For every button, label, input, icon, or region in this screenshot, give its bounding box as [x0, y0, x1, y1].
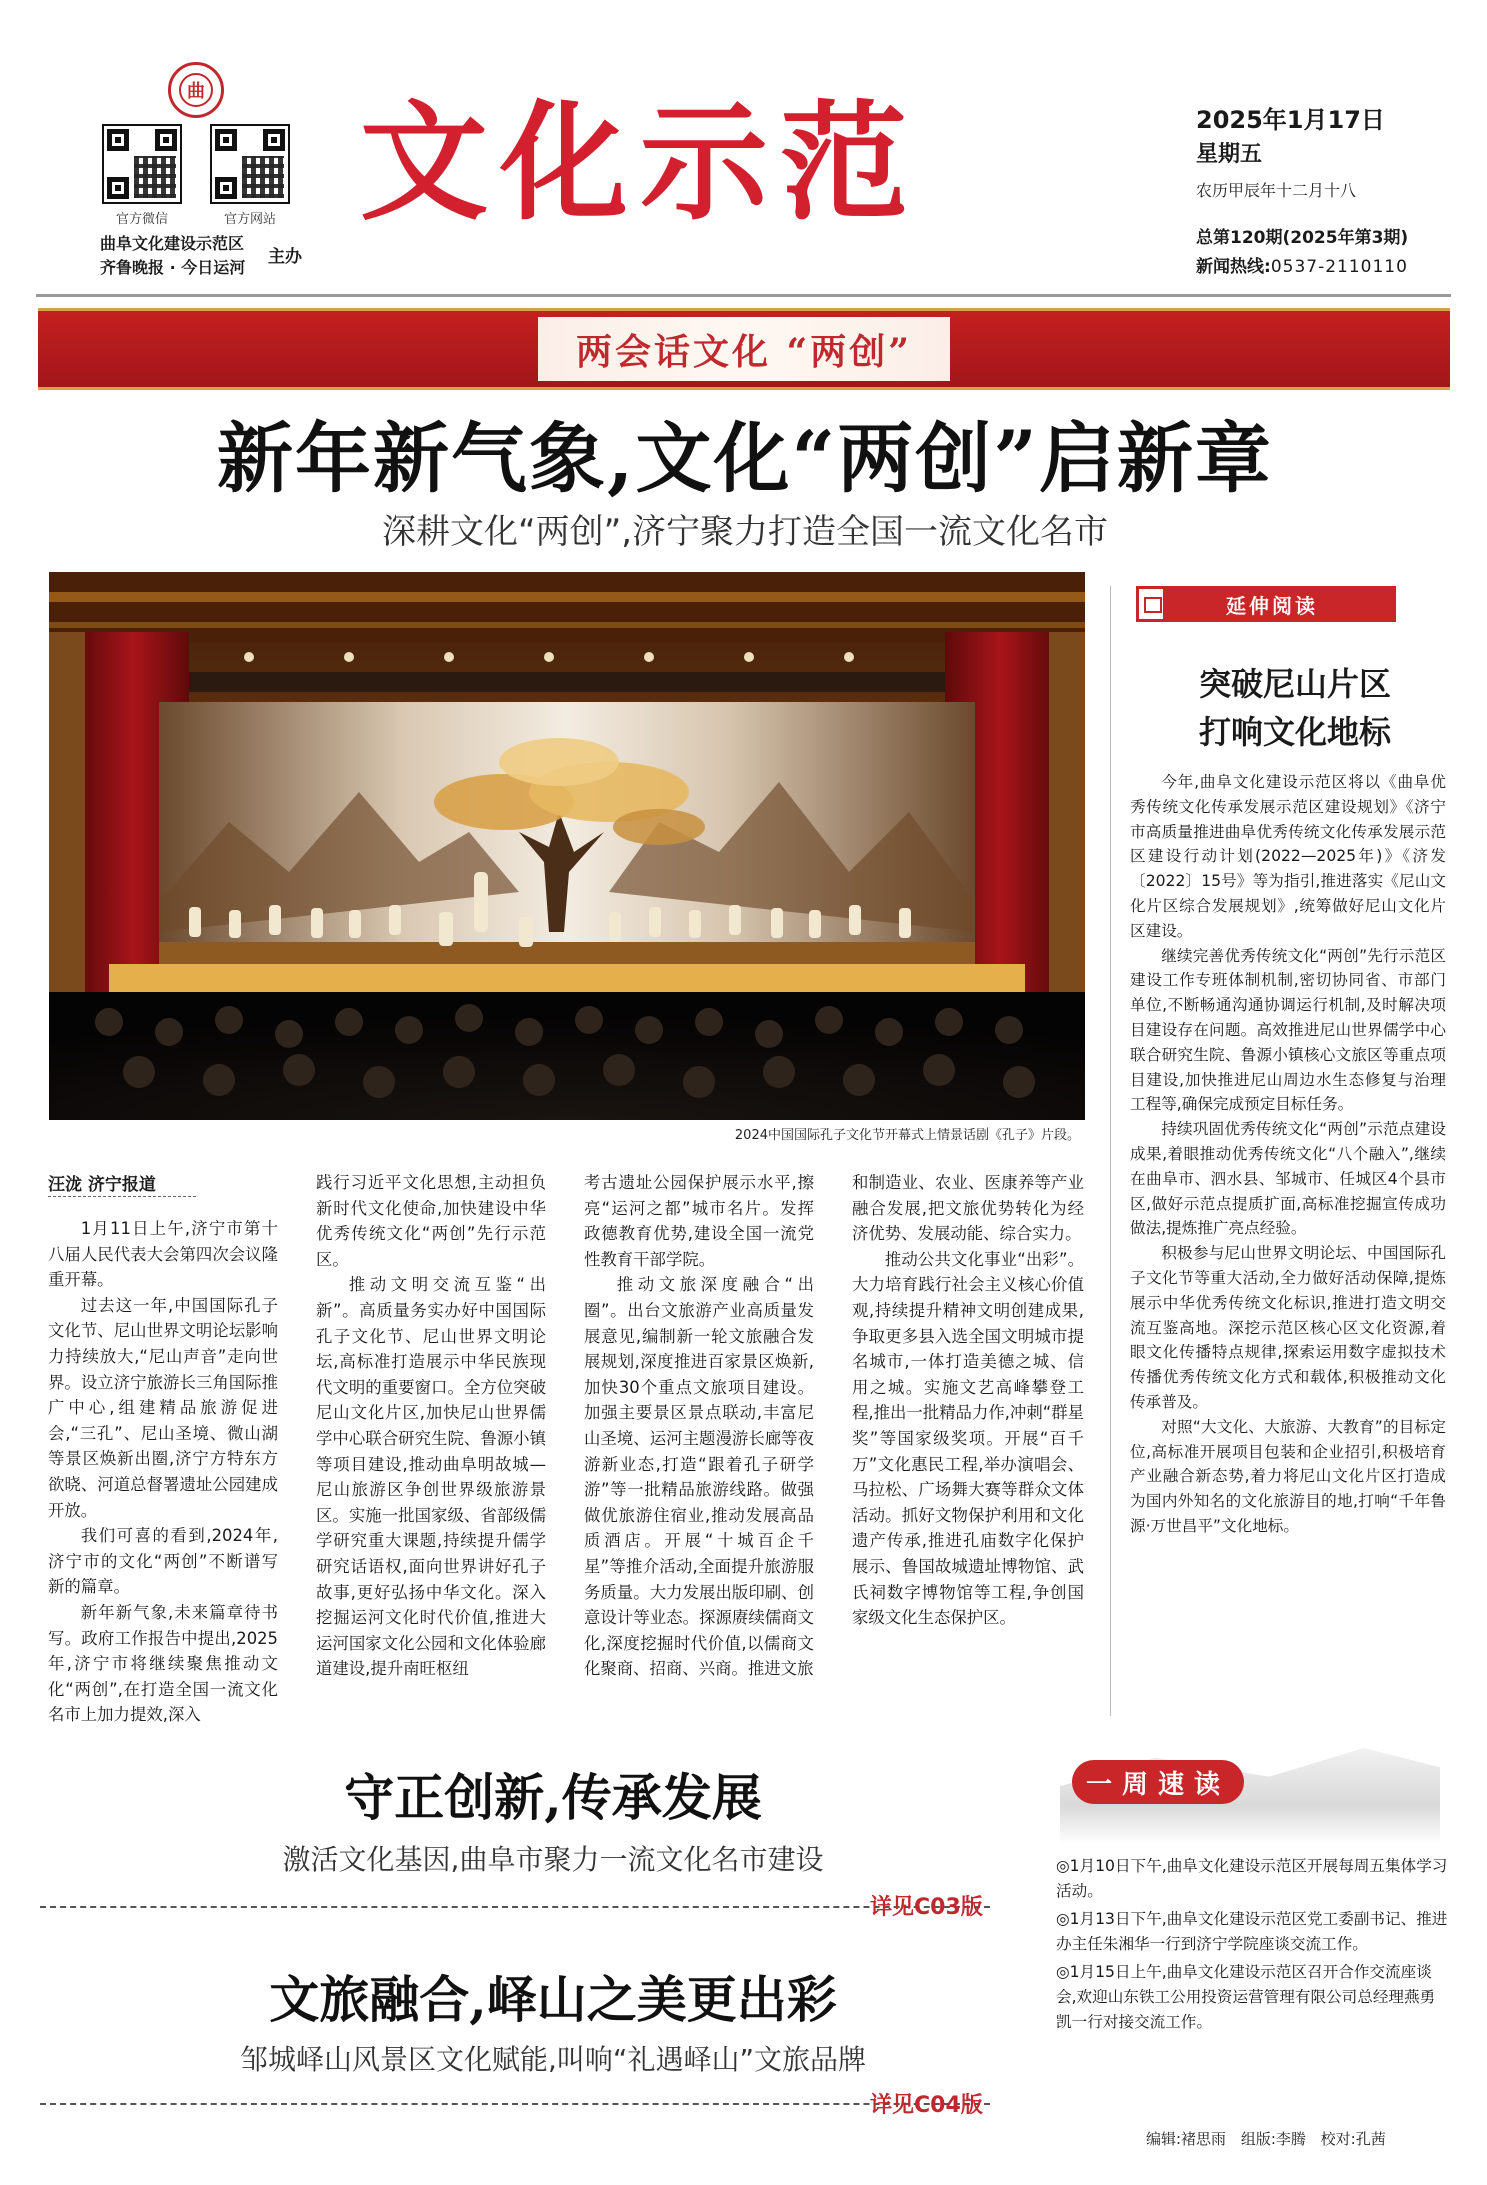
paragraph: 今年,曲阜文化建设示范区将以《曲阜优秀传统文化传承发展示范区建设规划》《济宁市高质量推进曲阜优秀传统文化传承发展示范区建设行动计划(2022—2025年)》《济发〔2022〕15号》等为指引,推进落实《尼山文化片区综合发展规划》,统筹做好尼山文化片区建设。	[1130, 773, 1446, 940]
wechat-qr-code-icon[interactable]	[102, 124, 182, 204]
date-block	[1196, 100, 1456, 277]
hotline-label: 新闻热线:	[1196, 257, 1271, 277]
paragraph: 新年新气象,未来篇章待书写。政府工作报告中提出,2025年,济宁市将继续聚焦推动文化“两创”,在打造全国一流文化名市上加力提效,深入	[48, 1602, 278, 1725]
main-subheadline: 深耕文化“两创”,济宁聚力打造全国一流文化名市	[381, 512, 1109, 552]
paragraph: 推动文旅深度融合“出圈”。出台文旅游产业高质量发展意见,编制新一轮文旅融合发展规划,深度推进百家景区焕新,加快30个重点文旅项目建设。加强主要景区景点联动,丰富尼山圣境、运河主题漫游长廊等夜游新业态,打造“跟着孔子研学游”等一批精品旅游线路。做强做优旅游住宿业,推动发展高品质酒店。开展“十城百企千星”等推介活动,全面提升旅游服务质量。大力发展出版印刷、创意设计等业态。探源赓续儒商文化,深度挖掘时代价值,以儒商文化聚商、招商、兴商。推进文旅	[584, 1275, 814, 1679]
paragraph: 1月11日上午,济宁市第十八届人民代表大会第四次会议隆重开幕。	[48, 1219, 278, 1290]
lunar-date: 农历甲辰年十二月十八	[1196, 181, 1357, 200]
list-item: ◎1月15日上午,曲阜文化建设示范区召开合作交流座谈会,欢迎山东铁工公用投资运营管理有限公司总经理燕勇凯一行对接交流工作。	[1056, 1963, 1436, 2031]
paragraph: 考古遗址公园保护展示水平,擦亮“运河之都”城市名片。发挥政德教育优势,建设全国一流党性教育干部学院。	[584, 1173, 814, 1269]
sidebar-divider	[1110, 586, 1111, 1716]
website-qr-code-icon[interactable]	[210, 124, 290, 204]
paragraph: 推动文明交流互鉴“出新”。高质量务实办好中国国际孔子文化节、尼山世界文明论坛,高标准打造展示中华民族现代文明的重要窗口。全方位突破尼山文化片区,加快尼山世界儒学中心联合研究生院、鲁源小镇等项目建设,推动曲阜明故城—尼山旅游区争创世界级旅游景区。实施一批国家级、省部级儒学研究重大课题,持续提升儒学研究话语权,面向世界讲好孔子故事,更好弘扬中华文化。深入挖掘运河文化时代价值,推进大运河国家文化公园和文化体验廊道建设,提升南旺枢纽	[316, 1275, 546, 1679]
paragraph: 继续完善优秀传统文化“两创”先行示范区建设工作专班体制机制,密切协同省、市部门单位,不断畅通沟通协调运行机制,及时解决项目建设存在问题。高效推进尼山世界儒学中心联合研究生院、鲁源小镇核心文旅区等重点项目建设,加快推进尼山周边水生态修复与治理工程等,确保完成预定目标任务。	[1130, 946, 1446, 1114]
byline-rule	[48, 1196, 196, 1197]
seal-glyph: 曲	[179, 73, 213, 107]
dashed-divider	[40, 1906, 990, 1908]
sidebar-headline-line-2: 打响文化地标	[1198, 713, 1391, 751]
week-digest-title: 一周速读	[1072, 1760, 1244, 1804]
see-page-c03-link[interactable]: 详见C03版	[870, 1895, 983, 1920]
article-column-2	[316, 1170, 546, 1682]
issue-date: 2025年1月17日	[1196, 106, 1385, 134]
sidebar-headline[interactable]	[1130, 660, 1460, 756]
dashed-divider	[40, 2103, 990, 2105]
column-banner	[38, 308, 1450, 390]
qr-label-wechat: 官方微信	[115, 212, 168, 227]
newspaper-title: 文化示范	[360, 88, 921, 238]
paragraph: 和制造业、农业、医康养等产业融合发展,把文旅优势转化为经济优势、发展动能、综合实力。	[852, 1173, 1084, 1244]
list-item: ◎1月10日下午,曲阜文化建设示范区开展每周五集体学习活动。	[1056, 1857, 1448, 1900]
see-page-c04-link[interactable]: 详见C04版	[870, 2093, 983, 2118]
sponsor-1: 曲阜文化建设示范区	[100, 234, 245, 253]
stage-illustration	[49, 572, 1085, 1120]
paragraph: 推动公共文化事业“出彩”。大力培育践行社会主义核心价值观,持续提升精神文明创建成果,争取更多县入选全国文明城市提名城市,一体打造美德之城、信用之城。实施文艺高峰攀登工程,推出一批精品力作,冲刺“群星奖”等国家级奖项。开展“百千万”文化惠民工程,举办演唱会、马拉松、广场舞大赛等群众文体活动。抓好文物保护利用和文化遗产传承,推进孔庙数字化保护展示、鲁国故城遗址博物馆、武氏祠数字博物馆等工程,争创国家级文化生态保护区。	[852, 1249, 1084, 1628]
hotline-number: 0537-2110110	[1270, 257, 1408, 277]
emblem-seal-icon	[168, 62, 224, 118]
sponsor-2: 齐鲁晚报 · 今日运河	[100, 258, 246, 277]
article-column-3	[584, 1170, 814, 1682]
list-item: ◎1月13日下午,曲阜文化建设示范区党工委副书记、推进办主任朱湘华一行到济宁学院座谈交流工作。	[1056, 1910, 1448, 1953]
teaser-headline-c04[interactable]: 文旅融合,峄山之美更出彩	[269, 1970, 837, 2029]
sponsor-list	[100, 232, 245, 280]
extended-reading-label: 延伸阅读	[1226, 593, 1318, 618]
main-headline[interactable]: 新年新气象,文化“两创”启新章	[217, 414, 1273, 503]
paragraph: 践行习近平文化思想,主动担负新时代文化使命,加快建设中华优秀传统文化“两创”先行示范区。	[316, 1173, 546, 1269]
teaser-subheadline-c04: 邹城峄山风景区文化赋能,叫响“礼遇峄山”文旅品牌	[240, 2043, 866, 2076]
teaser-subheadline-c03: 激活文化基因,曲阜市聚力一流文化名市建设	[282, 1843, 824, 1876]
paragraph: 我们可喜的看到,2024年,济宁市的文化“两创”不断谱写新的篇章。	[48, 1526, 278, 1597]
week-digest-list	[1056, 1854, 1448, 2038]
banner-title: 两会话文化 “两创”	[576, 330, 912, 373]
paragraph: 对照“大文化、大旅游、大教育”的目标定位,高标准开展项目包装和企业招引,积极培育产业融合新态势,着力将尼山文化片区打造成为国内外知名的文化旅游目的地,打响“千年鲁源·万世昌平”文化地标。	[1130, 1417, 1446, 1535]
banner-plate	[538, 317, 950, 381]
paragraph: 积极参与尼山世界文明论坛、中国国际孔子文化节等重大活动,全力做好活动保障,提炼展示中华优秀传统文化标识,推进打造文明交流互鉴高地。深挖示范区核心区文化资源,着眼文化传播特点规律,探索运用数字虚拟技术传播优秀传统文化方式和载体,积极推动文化传承普及。	[1130, 1244, 1446, 1411]
article-column-1	[48, 1216, 278, 1728]
byline: 汪泷 济宁报道	[48, 1175, 156, 1195]
issue-weekday: 星期五	[1196, 142, 1263, 167]
photo-caption: 2024中国国际孔子文化节开幕式上情景话剧《孔子》片段。	[734, 1128, 1080, 1143]
masthead-divider	[36, 294, 1451, 297]
paragraph: 过去这一年,中国国际孔子文化节、尼山世界文明论坛影响力持续放大,“尼山声音”走向世界。设立济宁旅游长三角国际推广中心,组建精品旅游促进会,“三孔”、尼山圣境、微山湖等景区焕新出圈,济宁方特东方欲晓、河道总督署遗址公园建成开放。	[48, 1295, 278, 1520]
reading-box-icon	[1136, 586, 1166, 622]
masthead	[0, 0, 1487, 300]
issue-number: 总第120期(2025年第3期)	[1196, 228, 1409, 248]
stage-performance-photo	[49, 572, 1085, 1120]
news-hotline	[1196, 252, 1456, 277]
qr-label-website: 官方网站	[223, 212, 276, 227]
extended-reading-tag	[1136, 586, 1396, 622]
teaser-headline-c03[interactable]: 守正创新,传承发展	[344, 1768, 762, 1827]
sidebar-headline-line-1: 突破尼山片区	[1198, 665, 1391, 703]
editorial-credits: 编辑:褚思雨 组版:李腾 校对:孔茜	[1146, 2130, 1386, 2148]
article-column-4	[852, 1170, 1084, 1631]
sidebar-article	[1130, 770, 1446, 1539]
paragraph: 持续巩固优秀传统文化“两创”示范点建设成果,着眼推动优秀传统文化“八个融入”,继续在曲阜市、泗水县、邹城市、任城区4个县市区,做好示范点提质扩面,高标准挖掘宣传成功做法,提炼推广亮点经验。	[1130, 1120, 1446, 1238]
sponsor-host-label: 主办	[268, 247, 302, 267]
